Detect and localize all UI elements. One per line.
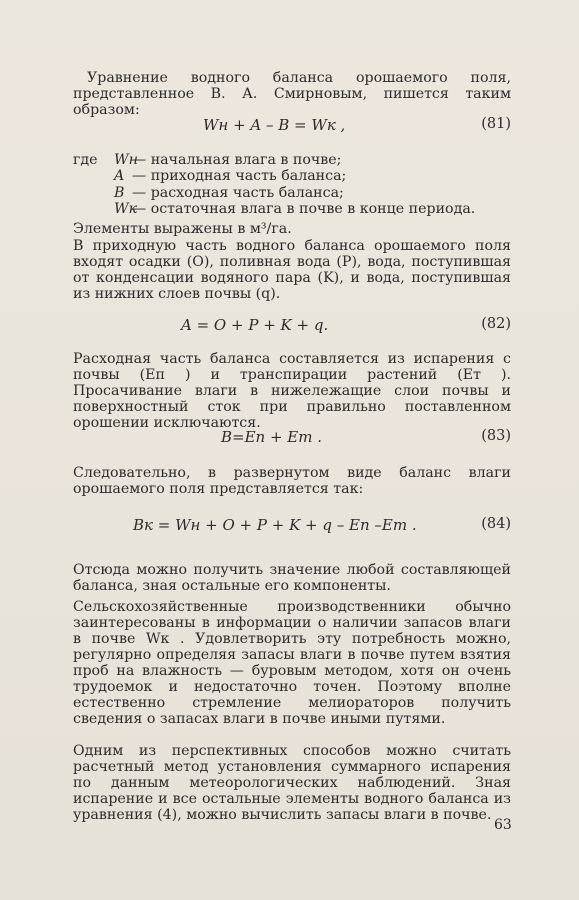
equation-82 [73,316,511,336]
definition-symbol: A [114,168,125,185]
paragraph-calculation-method: Одним из перспективных способов можно считать расчетный метод установления суммарного испарения по данным метеорологических наблюдений. Зная испарение и все остальные элементы водного баланса из уравнения (4), можно вычислить запасы влаги в почве. [73,743,511,823]
paragraph-intro: Уравнение водного баланса орошаемого поля, представленное В. А. Смирновым, пишется таким образом: [73,70,511,118]
definition-text: — приходная часть баланса; [132,168,347,185]
definition-text: — расходная часть баланса; [132,184,344,201]
equation-82-formula: A = O + P + K + q. [181,316,329,334]
definition-symbol: B [114,184,125,201]
definition-row [73,168,511,184]
equation-83-formula: B=Eп + Eт . [221,428,323,446]
equation-84-formula: Bк = Wн + O + P + K + q – Eп –Eт . [133,516,417,534]
equation-81 [73,116,511,136]
paragraph-inflow: В приходную часть водного баланса орошаемого поля входят осадки (O), поливная вода (P), вода, поступившая от конденсации водяного пара (K), и вода, поступившая из нижних слоев почвы (q). [73,238,511,302]
definition-symbol: Wк [114,201,138,218]
definition-row [73,185,511,201]
equation-81-number: (81) [481,116,511,132]
equation-81-formula: Wн + A – B = Wк , [203,116,346,134]
page-number: 63 [494,817,512,833]
equation-83 [73,428,511,448]
paragraph-expanded: Следовательно, в развернутом виде баланс влаги орошаемого поля представляется так: [73,465,511,497]
equation-82-number: (82) [481,316,511,332]
paragraph-outflow: Расходная часть баланса составляется из испарения с почвы (Eп ) и транспирации растений (Eт ). Просачивание влаги в нижележащие слои почвы и поверхностный сток при правильно поставленном орошении исключаются. [73,351,511,431]
paragraph-soil-moisture: Сельскохозяйственные производственники обычно заинтересованы в информации о наличии запасов влаги в почве Wк . Удовлетворить эту потребность можно, регулярно определяя запасы влаги в почве путем взятия проб на влажность — буровым методом, хотя он очень трудоемок и недостаточно точен. Поэтому вполне естественно стремление мелиораторов получить сведения о запасах влаги в почве иными путями. [73,599,511,727]
definition-row [73,201,511,217]
definition-text: — начальная влага в почве; [132,152,342,168]
definition-row [73,152,511,168]
equation-84 [73,516,511,536]
definition-symbol: Wн [114,152,138,168]
symbol-definitions [73,152,511,218]
equation-84-number: (84) [481,516,511,532]
paragraph-units: Элементы выражены в м³/га. [73,221,292,237]
equation-83-number: (83) [481,428,511,444]
paragraph-components: Отсюда можно получить значение любой составляющей баланса, зная остальные его компоненты. [73,562,511,594]
where-label: где [73,152,98,168]
definition-text: — остаточная влага в почве в конце периода. [132,201,476,218]
